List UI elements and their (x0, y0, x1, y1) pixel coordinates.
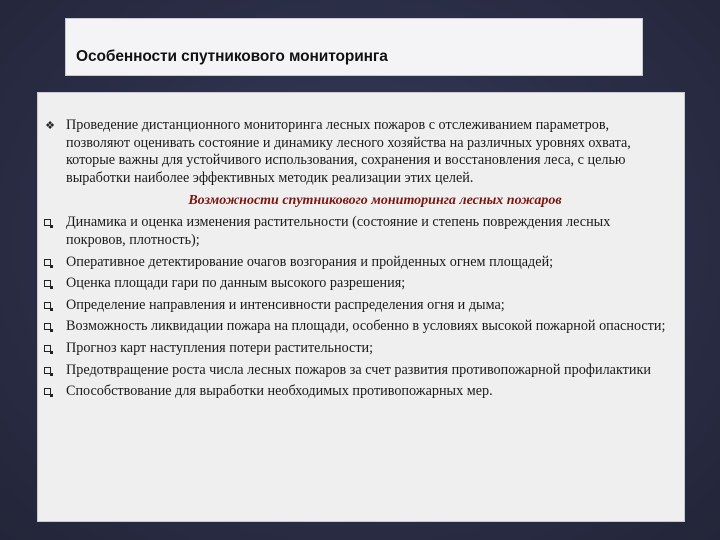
list-item-text: Оценка площади гари по данным высокого разрешения; (66, 275, 406, 292)
list-item-text: Прогноз карт наступления потери растительности; (66, 339, 374, 356)
square-bullet-icon (44, 219, 51, 226)
list-item-text: Определение направления и интенсивности распределения огня и дыма; (66, 296, 505, 313)
list-item (38, 340, 684, 358)
list-item (38, 297, 684, 315)
list-item-text: Возможность ликвидации пожара на площади, особенно в условиях высокой пожарной опасности; (66, 318, 666, 335)
list-item (38, 214, 684, 249)
list-item-text: Оперативное детектирование очагов возгорания и пройденных огнем площадей; (66, 253, 554, 270)
square-bullet-icon (44, 388, 51, 395)
list-item (38, 254, 684, 272)
list-item-text: Динамика и оценка изменения растительности (состояние и степень повреждения лесных покровов, плотность); (66, 214, 611, 248)
list-item-text: Способствование для выработки необходимых противопожарных мер. (66, 383, 493, 400)
intro-item (38, 117, 684, 187)
list-item (38, 275, 684, 293)
list-item (38, 362, 684, 380)
square-bullet-icon (44, 323, 51, 330)
list-item (38, 318, 684, 336)
diamond-bullet-icon: ❖ (45, 120, 55, 132)
content-panel (37, 92, 685, 522)
list-item-text: Предотвращение роста числа лесных пожаров за счет развития противопожарной профилактики (66, 361, 651, 378)
square-bullet-icon (44, 302, 51, 309)
intro-text: Проведение дистанционного мониторинга лесных пожаров с отслеживанием параметров, позволяют оценивать состояние и динамику лесного хозяйства на различных уровнях охвата, которые важны для устойчивого использования, сохранения и восстановления леса, с целью выработки наиболее эффективных методик реализации этих целей. (66, 117, 631, 186)
square-bullet-icon (44, 259, 51, 266)
square-bullet-icon (44, 345, 51, 352)
slide-title: Особенности спутникового мониторинга (76, 48, 388, 65)
title-panel (65, 18, 643, 76)
square-bullet-icon (44, 280, 51, 287)
list-item (38, 383, 684, 401)
section-subheading: Возможности спутникового мониторинга лесных пожаров (188, 193, 562, 209)
bullet-list (38, 117, 684, 405)
square-bullet-icon (44, 367, 51, 374)
